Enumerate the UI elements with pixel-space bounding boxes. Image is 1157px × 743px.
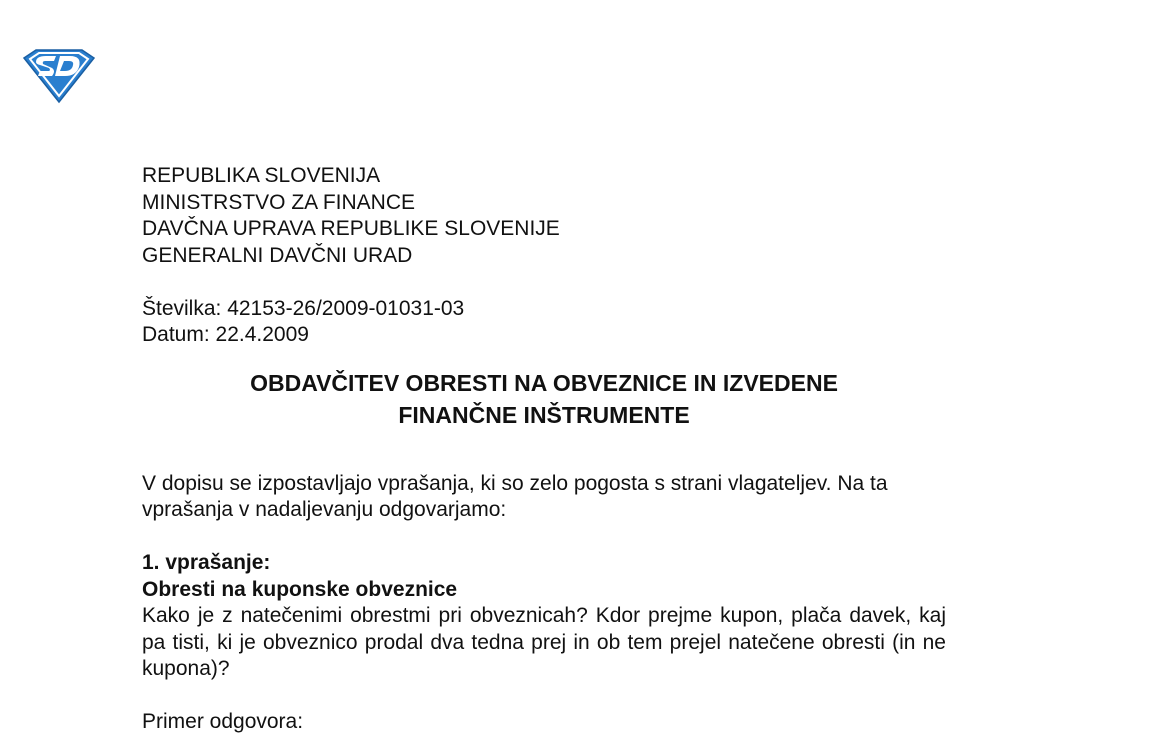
sd-shield-logo-icon bbox=[22, 48, 96, 104]
document-title-line-1: OBDAVČITEV OBRESTI NA OBVEZNICE IN IZVEDENE bbox=[250, 369, 838, 396]
answer-example-partial: Primer odgovora: bbox=[142, 710, 304, 733]
header-line-general-tax-office: GENERALNI DAVČNI URAD bbox=[142, 243, 413, 267]
intro-paragraph: V dopisu se izpostavljajo vprašanja, ki so zelo pogosta s strani vlagateljev. Na ta vprašanja v nadaljevanju odgovarjamo: bbox=[142, 471, 888, 521]
question-1-text: Kako je z natečenimi obrestmi pri obveznicah? Kdor prejme kupon, plača davek, kaj pa tisti, ki je obveznico prodal dva tedna prej in ob tem prejel natečene obresti (in ne kupona)? bbox=[142, 604, 946, 680]
question-1-heading: Obresti na kuponske obveznice bbox=[142, 577, 458, 601]
reference-number: Številka: 42153-26/2009-01031-03 bbox=[142, 296, 465, 320]
document-title-line-2: FINANČNE INŠTRUMENTE bbox=[398, 401, 690, 428]
header-line-tax-administration: DAVČNA UPRAVA REPUBLIKE SLOVENIJE bbox=[142, 217, 560, 240]
header-line-republic: REPUBLIKA SLOVENIJA bbox=[142, 164, 381, 187]
header-line-ministry: MINISTRSTVO ZA FINANCE bbox=[142, 190, 416, 214]
question-1-number: 1. vprašanje: bbox=[142, 551, 271, 574]
document-title bbox=[142, 367, 946, 431]
document-body bbox=[142, 163, 946, 736]
reference-date: Datum: 22.4.2009 bbox=[142, 323, 309, 346]
